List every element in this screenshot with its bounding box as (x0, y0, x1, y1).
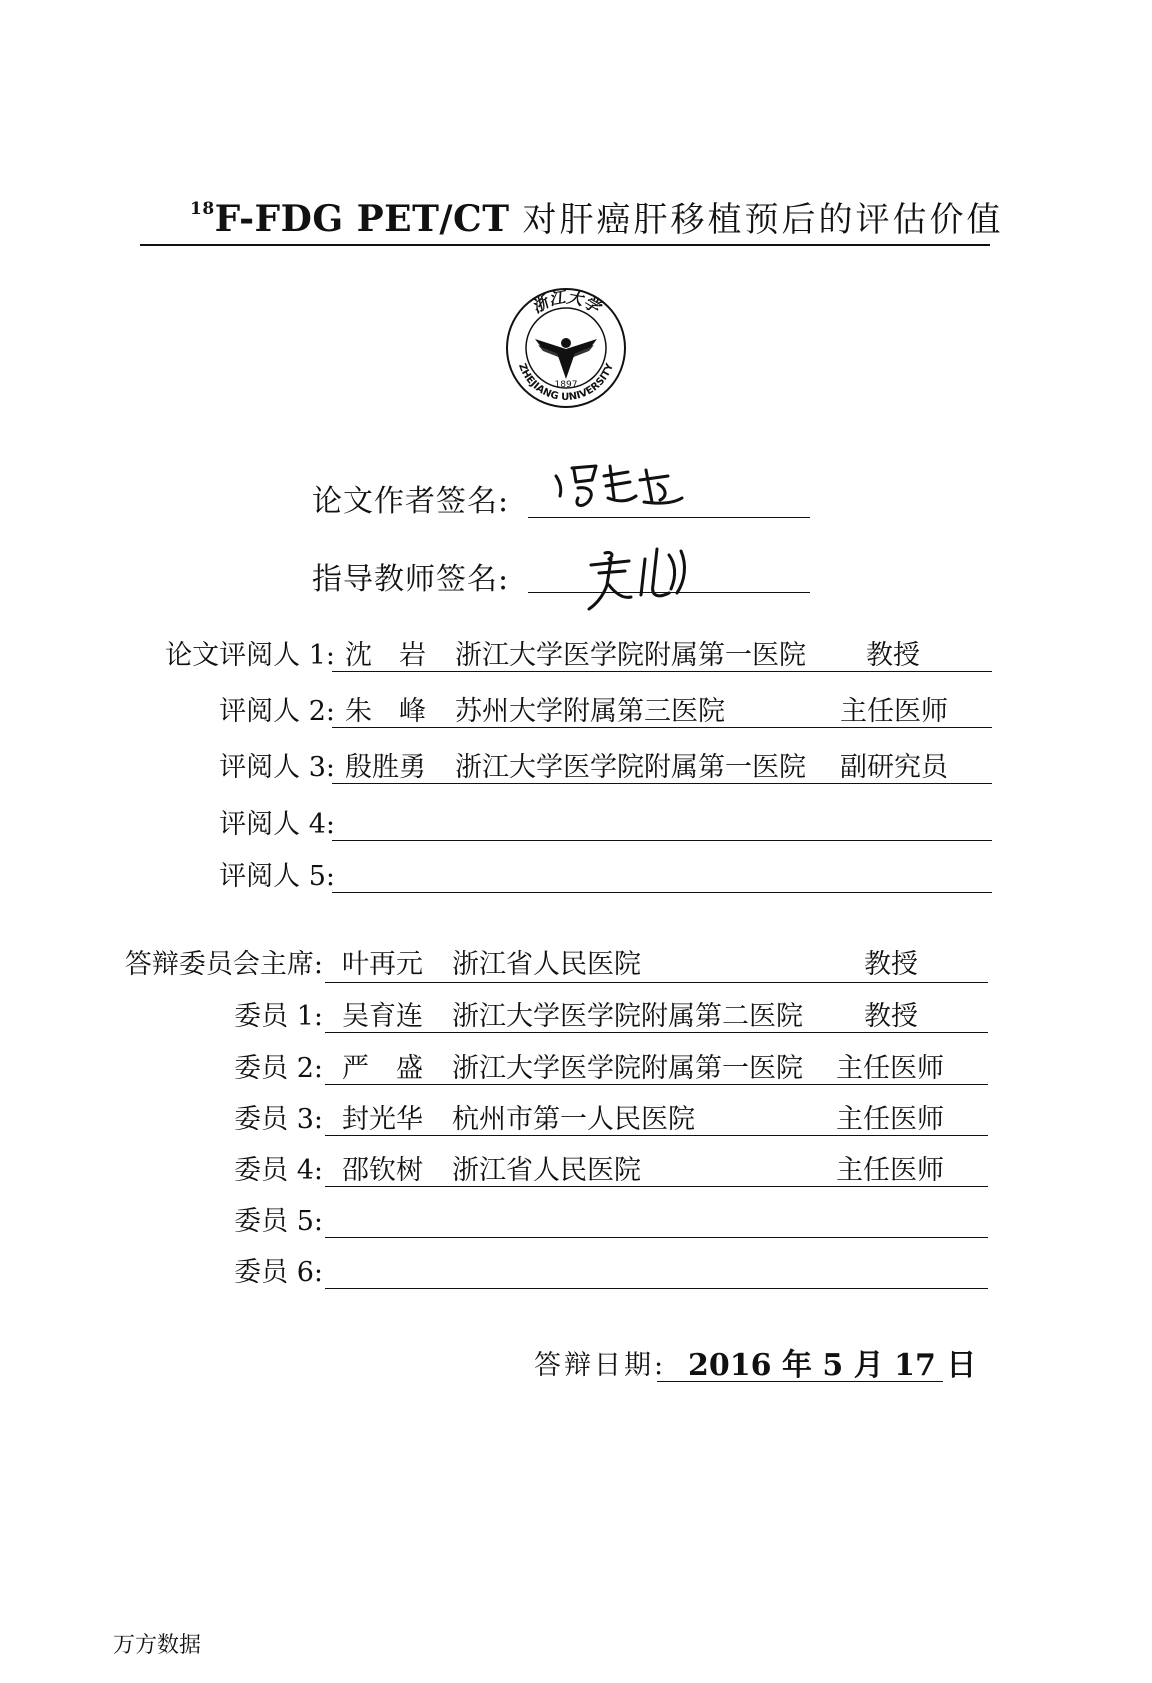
reviewer-org: 浙江大学医学院附属第一医院 (455, 752, 806, 783)
emblem-bottom-text: ZHEJIANG UNIVERSITY (516, 362, 616, 404)
reviewer-name: 朱 峰 (345, 696, 426, 727)
title-main: F-FDG PET/CT (214, 198, 510, 240)
committee-org: 浙江省人民医院 (452, 1155, 641, 1186)
committee-name: 吴育连 (342, 1001, 423, 1032)
committee-row (0, 1250, 1152, 1286)
reviewer-label: 论文评阅人 1: (165, 640, 335, 671)
emblem-top-text: 浙江大学 (528, 287, 604, 317)
reviewer-org: 苏州大学附属第三医院 (455, 696, 725, 727)
reviewer-org: 浙江大学医学院附属第一医院 (455, 640, 806, 671)
advisor-signature-line (528, 592, 810, 593)
author-signature-line (528, 517, 810, 518)
committee-label: 答辩委员会主席: (124, 949, 323, 980)
emblem-year: 1897 (554, 380, 578, 390)
reviewer-label: 评阅人 5: (219, 861, 335, 892)
reviewer-label: 评阅人 4: (219, 809, 335, 840)
committee-row (0, 1046, 1152, 1082)
footer-watermark: 万方数据 (113, 1633, 202, 1658)
title-underline (140, 244, 990, 246)
svg-text:浙江大学 (529, 287, 606, 318)
committee-row (0, 1097, 1152, 1133)
defense-date-underline (657, 1381, 943, 1382)
reviewer-underline (332, 671, 992, 672)
defense-date-value: 2016 年 5 月 17 日 (688, 1348, 977, 1383)
committee-title: 教授 (864, 1001, 918, 1032)
committee-label: 委员 2: (234, 1053, 323, 1084)
reviewer-underline (332, 840, 992, 841)
committee-underline (325, 1135, 988, 1136)
committee-name: 叶再元 (342, 949, 423, 980)
committee-label: 委员 1: (234, 1001, 323, 1032)
reviewer-title: 教授 (866, 640, 920, 671)
title-chinese: 对肝癌肝移植预后的评估价值 (522, 200, 1004, 240)
committee-underline (325, 1237, 988, 1238)
committee-underline (325, 1032, 988, 1033)
reviewer-row (0, 745, 1152, 781)
committee-title: 教授 (864, 949, 918, 980)
committee-underline (325, 982, 988, 983)
reviewer-title: 主任医师 (840, 696, 948, 727)
committee-label: 委员 6: (234, 1257, 323, 1288)
advisor-signature-label: 指导教师签名: (312, 562, 510, 597)
committee-row (0, 1199, 1152, 1235)
committee-underline (325, 1288, 988, 1289)
reviewer-row (0, 802, 1152, 838)
reviewer-title: 副研究员 (840, 752, 948, 783)
reviewer-row (0, 633, 1152, 669)
committee-name: 邵钦树 (342, 1155, 423, 1186)
committee-underline (325, 1084, 988, 1085)
title-superscript: 18 (190, 199, 215, 219)
defense-date-label: 答辩日期: (534, 1350, 667, 1381)
reviewer-label: 评阅人 2: (219, 696, 335, 727)
committee-title: 主任医师 (836, 1104, 944, 1135)
committee-title: 主任医师 (836, 1053, 944, 1084)
university-emblem-icon (505, 287, 627, 409)
committee-label: 委员 4: (234, 1155, 323, 1186)
committee-org: 浙江大学医学院附属第一医院 (452, 1053, 803, 1084)
thesis-title (190, 192, 1004, 241)
author-signature-label: 论文作者签名: (312, 484, 510, 519)
committee-title: 主任医师 (836, 1155, 944, 1186)
committee-row (0, 942, 1152, 978)
committee-name: 严 盛 (342, 1053, 423, 1084)
advisor-signature (585, 545, 725, 615)
committee-underline (325, 1186, 988, 1187)
committee-row (0, 1148, 1152, 1184)
reviewer-name: 沈 岩 (345, 640, 426, 671)
reviewer-underline (332, 727, 992, 728)
author-signature (548, 458, 728, 514)
committee-org: 杭州市第一人民医院 (452, 1104, 695, 1135)
committee-name: 封光华 (342, 1104, 423, 1135)
committee-label: 委员 3: (234, 1104, 323, 1135)
reviewer-row (0, 689, 1152, 725)
committee-label: 委员 5: (234, 1206, 323, 1237)
reviewer-label: 评阅人 3: (219, 752, 335, 783)
reviewer-row (0, 854, 1152, 890)
reviewer-underline (332, 892, 992, 893)
committee-org: 浙江大学医学院附属第二医院 (452, 1001, 803, 1032)
committee-org: 浙江省人民医院 (452, 949, 641, 980)
reviewer-name: 殷胜勇 (345, 752, 426, 783)
reviewer-underline (332, 783, 992, 784)
committee-row (0, 994, 1152, 1030)
